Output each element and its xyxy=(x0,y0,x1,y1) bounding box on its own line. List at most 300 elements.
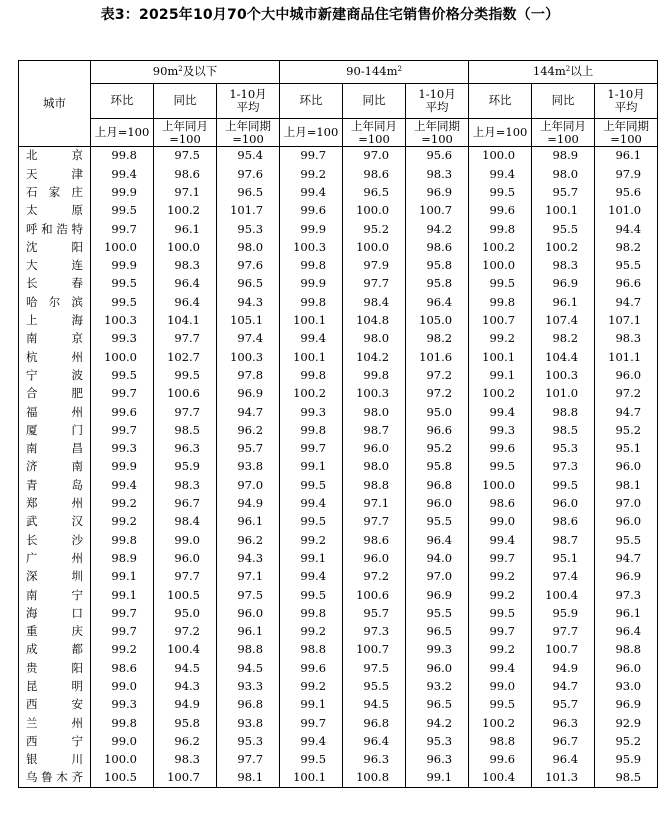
index-value: 94.7 xyxy=(532,678,595,696)
index-value: 95.7 xyxy=(532,184,595,202)
index-value: 100.7 xyxy=(343,641,406,659)
index-value: 98.0 xyxy=(532,165,595,183)
table-row xyxy=(19,714,658,732)
table-row xyxy=(19,385,658,403)
index-value: 99.9 xyxy=(280,220,343,238)
index-value: 99.4 xyxy=(280,184,343,202)
city-name: 乌鲁木齐 xyxy=(19,769,91,788)
table-row xyxy=(19,623,658,641)
city-column-header: 城市 xyxy=(19,61,91,147)
ytd-avg-header: 1-10月 平均 xyxy=(595,84,658,119)
index-value: 100.1 xyxy=(280,312,343,330)
index-value: 95.3 xyxy=(406,733,469,751)
index-value: 98.8 xyxy=(280,641,343,659)
index-value: 97.7 xyxy=(154,403,217,421)
index-value: 99.8 xyxy=(280,293,343,311)
index-value: 99.7 xyxy=(91,421,154,439)
index-value: 100.0 xyxy=(469,476,532,494)
index-value: 100.1 xyxy=(532,202,595,220)
index-value: 96.0 xyxy=(595,458,658,476)
index-value: 96.6 xyxy=(406,421,469,439)
city-name: 天津 xyxy=(19,165,91,183)
index-value: 96.1 xyxy=(217,513,280,531)
table-row xyxy=(19,550,658,568)
index-value: 99.6 xyxy=(469,440,532,458)
table-row xyxy=(19,403,658,421)
yoy-header: 同比 xyxy=(343,84,406,119)
index-value: 97.5 xyxy=(343,659,406,677)
index-value: 99.0 xyxy=(469,678,532,696)
index-value: 100.0 xyxy=(343,238,406,256)
index-value: 97.7 xyxy=(154,568,217,586)
index-value: 95.2 xyxy=(406,440,469,458)
table-row xyxy=(19,421,658,439)
city-name: 西安 xyxy=(19,696,91,714)
city-name: 南京 xyxy=(19,330,91,348)
index-value: 96.9 xyxy=(406,184,469,202)
index-value: 100.7 xyxy=(469,312,532,330)
index-value: 100.3 xyxy=(280,238,343,256)
index-value: 98.3 xyxy=(154,257,217,275)
index-value: 99.5 xyxy=(469,275,532,293)
index-value: 96.9 xyxy=(595,568,658,586)
index-value: 98.6 xyxy=(343,165,406,183)
city-name: 太原 xyxy=(19,202,91,220)
ytd-avg-header: 1-10月 平均 xyxy=(217,84,280,119)
index-value: 96.9 xyxy=(595,696,658,714)
index-value: 96.5 xyxy=(406,623,469,641)
index-value: 98.5 xyxy=(154,421,217,439)
index-value: 98.6 xyxy=(469,495,532,513)
index-value: 99.1 xyxy=(91,586,154,604)
index-value: 100.3 xyxy=(343,385,406,403)
index-value: 98.6 xyxy=(91,659,154,677)
table-row xyxy=(19,604,658,622)
index-value: 98.9 xyxy=(91,550,154,568)
index-value: 98.2 xyxy=(406,330,469,348)
index-value: 99.7 xyxy=(91,220,154,238)
index-value: 96.4 xyxy=(406,293,469,311)
index-value: 97.7 xyxy=(343,513,406,531)
city-name: 广州 xyxy=(19,550,91,568)
index-value: 96.5 xyxy=(217,275,280,293)
index-value: 99.5 xyxy=(91,293,154,311)
base-same-period-last-year: 上年同期 =100 xyxy=(217,119,280,147)
base-last-month: 上月=100 xyxy=(91,119,154,147)
index-value: 98.7 xyxy=(532,531,595,549)
index-value: 98.5 xyxy=(595,769,658,788)
index-value: 98.3 xyxy=(532,257,595,275)
index-value: 97.5 xyxy=(217,586,280,604)
index-value: 99.1 xyxy=(280,696,343,714)
index-value: 99.2 xyxy=(280,165,343,183)
index-value: 96.9 xyxy=(217,385,280,403)
index-value: 95.5 xyxy=(406,604,469,622)
index-value: 97.1 xyxy=(217,568,280,586)
table-row xyxy=(19,440,658,458)
index-value: 99.7 xyxy=(280,147,343,166)
index-value: 98.3 xyxy=(406,165,469,183)
index-value: 96.3 xyxy=(406,751,469,769)
index-value: 96.8 xyxy=(217,696,280,714)
index-value: 99.1 xyxy=(280,550,343,568)
index-value: 95.5 xyxy=(595,531,658,549)
index-value: 99.4 xyxy=(280,495,343,513)
index-value: 96.7 xyxy=(154,495,217,513)
index-value: 99.1 xyxy=(469,367,532,385)
index-value: 100.7 xyxy=(154,769,217,788)
table-row xyxy=(19,495,658,513)
index-value: 99.2 xyxy=(469,641,532,659)
index-value: 95.6 xyxy=(595,184,658,202)
index-value: 99.1 xyxy=(406,769,469,788)
base-same-month-last-year: 上年同月 =100 xyxy=(532,119,595,147)
index-value: 94.5 xyxy=(217,659,280,677)
index-value: 99.8 xyxy=(469,293,532,311)
index-value: 99.0 xyxy=(91,678,154,696)
mom-header: 环比 xyxy=(280,84,343,119)
index-value: 96.9 xyxy=(406,586,469,604)
city-name: 银川 xyxy=(19,751,91,769)
index-value: 100.0 xyxy=(343,202,406,220)
index-value: 99.2 xyxy=(280,623,343,641)
index-value: 96.8 xyxy=(343,714,406,732)
index-value: 96.2 xyxy=(154,733,217,751)
index-value: 99.4 xyxy=(469,531,532,549)
index-value: 99.8 xyxy=(280,257,343,275)
index-value: 99.4 xyxy=(280,568,343,586)
index-value: 97.0 xyxy=(595,495,658,513)
index-value: 97.4 xyxy=(532,568,595,586)
index-value: 100.7 xyxy=(532,641,595,659)
index-value: 107.4 xyxy=(532,312,595,330)
index-value: 97.9 xyxy=(343,257,406,275)
table-title: 表3：2025年10月70个大中城市新建商品住宅销售价格分类指数（一） xyxy=(100,7,560,23)
index-value: 99.6 xyxy=(280,659,343,677)
index-value: 96.8 xyxy=(406,476,469,494)
index-value: 99.7 xyxy=(469,550,532,568)
index-value: 99.3 xyxy=(469,421,532,439)
index-value: 99.4 xyxy=(469,659,532,677)
index-value: 94.7 xyxy=(217,403,280,421)
index-value: 96.5 xyxy=(406,696,469,714)
index-value: 95.5 xyxy=(595,257,658,275)
index-value: 98.1 xyxy=(217,769,280,788)
table-row xyxy=(19,165,658,183)
index-value: 96.3 xyxy=(154,440,217,458)
index-value: 94.3 xyxy=(217,293,280,311)
index-value: 95.7 xyxy=(532,696,595,714)
index-value: 100.3 xyxy=(217,348,280,366)
table-row xyxy=(19,275,658,293)
index-value: 99.7 xyxy=(91,385,154,403)
index-value: 98.2 xyxy=(532,330,595,348)
index-value: 99.5 xyxy=(469,458,532,476)
index-value: 97.8 xyxy=(217,367,280,385)
index-value: 100.1 xyxy=(469,348,532,366)
index-value: 98.7 xyxy=(343,421,406,439)
index-value: 100.6 xyxy=(154,385,217,403)
index-value: 95.9 xyxy=(154,458,217,476)
index-value: 96.3 xyxy=(532,714,595,732)
index-value: 96.2 xyxy=(217,531,280,549)
city-name: 深圳 xyxy=(19,568,91,586)
index-value: 99.8 xyxy=(280,604,343,622)
index-value: 98.6 xyxy=(406,238,469,256)
base-same-month-last-year: 上年同月 =100 xyxy=(154,119,217,147)
index-value: 96.4 xyxy=(154,275,217,293)
index-value: 97.4 xyxy=(217,330,280,348)
index-value: 98.8 xyxy=(343,476,406,494)
index-value: 97.6 xyxy=(217,257,280,275)
index-value: 100.6 xyxy=(343,586,406,604)
index-value: 100.2 xyxy=(469,238,532,256)
index-value: 99.5 xyxy=(91,275,154,293)
table-row xyxy=(19,220,658,238)
index-value: 96.3 xyxy=(343,751,406,769)
index-value: 99.8 xyxy=(280,421,343,439)
city-name: 武汉 xyxy=(19,513,91,531)
index-value: 105.0 xyxy=(406,312,469,330)
city-name: 郑州 xyxy=(19,495,91,513)
index-value: 93.8 xyxy=(217,714,280,732)
city-name: 昆明 xyxy=(19,678,91,696)
city-name: 福州 xyxy=(19,403,91,421)
index-value: 99.5 xyxy=(469,696,532,714)
index-value: 98.0 xyxy=(343,403,406,421)
index-value: 96.1 xyxy=(532,293,595,311)
city-name: 石家庄 xyxy=(19,184,91,202)
index-value: 102.7 xyxy=(154,348,217,366)
table-row xyxy=(19,513,658,531)
index-value: 95.2 xyxy=(595,421,658,439)
table-row xyxy=(19,202,658,220)
index-value: 96.0 xyxy=(217,604,280,622)
index-value: 94.2 xyxy=(406,220,469,238)
index-value: 105.1 xyxy=(217,312,280,330)
table-row xyxy=(19,348,658,366)
index-value: 95.2 xyxy=(595,733,658,751)
index-value: 99.9 xyxy=(91,458,154,476)
index-value: 99.8 xyxy=(91,531,154,549)
mom-header: 环比 xyxy=(91,84,154,119)
index-value: 98.8 xyxy=(595,641,658,659)
table-row xyxy=(19,769,658,788)
index-value: 98.3 xyxy=(154,751,217,769)
index-value: 100.1 xyxy=(280,348,343,366)
index-value: 92.9 xyxy=(595,714,658,732)
yoy-header: 同比 xyxy=(532,84,595,119)
index-value: 100.0 xyxy=(91,238,154,256)
index-value: 95.9 xyxy=(532,604,595,622)
index-value: 95.0 xyxy=(154,604,217,622)
index-value: 100.8 xyxy=(343,769,406,788)
index-value: 96.4 xyxy=(595,623,658,641)
index-value: 97.2 xyxy=(343,568,406,586)
index-value: 100.2 xyxy=(154,202,217,220)
index-value: 96.0 xyxy=(532,495,595,513)
base-last-month: 上月=100 xyxy=(469,119,532,147)
base-same-period-last-year: 上年同期 =100 xyxy=(595,119,658,147)
index-value: 95.9 xyxy=(595,751,658,769)
index-value: 98.1 xyxy=(595,476,658,494)
index-value: 98.3 xyxy=(595,330,658,348)
yoy-header: 同比 xyxy=(154,84,217,119)
index-value: 93.3 xyxy=(217,678,280,696)
index-value: 97.9 xyxy=(595,165,658,183)
index-value: 99.0 xyxy=(91,733,154,751)
index-value: 99.7 xyxy=(280,714,343,732)
index-value: 96.0 xyxy=(406,659,469,677)
index-value: 98.4 xyxy=(154,513,217,531)
index-value: 94.9 xyxy=(217,495,280,513)
city-name: 西宁 xyxy=(19,733,91,751)
index-value: 99.2 xyxy=(469,330,532,348)
index-value: 96.1 xyxy=(595,604,658,622)
index-value: 99.5 xyxy=(280,476,343,494)
index-value: 99.8 xyxy=(280,367,343,385)
index-value: 96.1 xyxy=(217,623,280,641)
index-value: 96.0 xyxy=(154,550,217,568)
index-value: 96.0 xyxy=(343,550,406,568)
index-value: 99.9 xyxy=(91,257,154,275)
index-value: 95.6 xyxy=(406,147,469,166)
table-row xyxy=(19,586,658,604)
index-value: 99.6 xyxy=(280,202,343,220)
index-value: 97.3 xyxy=(532,458,595,476)
index-value: 99.3 xyxy=(280,403,343,421)
index-value: 99.5 xyxy=(154,367,217,385)
city-name: 宁波 xyxy=(19,367,91,385)
index-value: 96.4 xyxy=(406,531,469,549)
city-name: 厦门 xyxy=(19,421,91,439)
table-row xyxy=(19,641,658,659)
index-value: 100.4 xyxy=(469,769,532,788)
table-row xyxy=(19,238,658,256)
group-header-90-below: $90m^2$及以下 xyxy=(91,61,280,84)
city-name: 青岛 xyxy=(19,476,91,494)
index-value: 94.7 xyxy=(595,550,658,568)
index-value: 94.7 xyxy=(595,403,658,421)
city-name: 大连 xyxy=(19,257,91,275)
index-value: 98.5 xyxy=(532,421,595,439)
index-value: 95.2 xyxy=(343,220,406,238)
index-value: 97.0 xyxy=(217,476,280,494)
index-value: 107.1 xyxy=(595,312,658,330)
index-value: 95.1 xyxy=(532,550,595,568)
index-value: 97.2 xyxy=(406,367,469,385)
index-value: 96.1 xyxy=(595,147,658,166)
index-value: 98.2 xyxy=(595,238,658,256)
city-name: 兰州 xyxy=(19,714,91,732)
index-value: 95.8 xyxy=(406,257,469,275)
index-value: 99.6 xyxy=(469,202,532,220)
index-value: 98.0 xyxy=(343,458,406,476)
index-value: 94.9 xyxy=(532,659,595,677)
city-name: 哈尔滨 xyxy=(19,293,91,311)
city-name: 成都 xyxy=(19,641,91,659)
index-value: 101.6 xyxy=(406,348,469,366)
index-value: 99.5 xyxy=(469,604,532,622)
index-value: 99.9 xyxy=(91,184,154,202)
index-value: 97.0 xyxy=(343,147,406,166)
index-value: 98.0 xyxy=(217,238,280,256)
city-name: 北京 xyxy=(19,147,91,166)
index-value: 100.4 xyxy=(532,586,595,604)
index-value: 94.9 xyxy=(154,696,217,714)
table-body xyxy=(19,147,658,788)
index-value: 99.8 xyxy=(469,220,532,238)
index-value: 99.5 xyxy=(91,367,154,385)
index-value: 99.1 xyxy=(280,458,343,476)
city-name: 合肥 xyxy=(19,385,91,403)
index-value: 99.4 xyxy=(280,330,343,348)
index-value: 99.4 xyxy=(469,403,532,421)
price-index-table xyxy=(18,60,658,788)
table-row xyxy=(19,659,658,677)
index-value: 99.1 xyxy=(91,568,154,586)
index-value: 95.1 xyxy=(595,440,658,458)
index-value: 100.4 xyxy=(154,641,217,659)
table-row xyxy=(19,184,658,202)
index-value: 100.0 xyxy=(469,147,532,166)
table-row xyxy=(19,147,658,166)
index-value: 96.4 xyxy=(343,733,406,751)
city-name: 南宁 xyxy=(19,586,91,604)
index-value: 95.0 xyxy=(406,403,469,421)
index-value: 97.3 xyxy=(595,586,658,604)
city-name: 沈阳 xyxy=(19,238,91,256)
index-value: 95.3 xyxy=(217,733,280,751)
index-value: 99.2 xyxy=(280,678,343,696)
index-value: 99.3 xyxy=(91,440,154,458)
table-row xyxy=(19,458,658,476)
index-value: 98.8 xyxy=(532,403,595,421)
index-value: 98.8 xyxy=(469,733,532,751)
index-value: 100.3 xyxy=(532,367,595,385)
table-row xyxy=(19,696,658,714)
index-value: 95.3 xyxy=(532,440,595,458)
table-row xyxy=(19,476,658,494)
index-value: 100.0 xyxy=(154,238,217,256)
index-value: 99.8 xyxy=(343,367,406,385)
index-value: 95.7 xyxy=(343,604,406,622)
index-value: 94.2 xyxy=(406,714,469,732)
index-value: 94.5 xyxy=(343,696,406,714)
index-value: 99.5 xyxy=(91,202,154,220)
index-value: 95.3 xyxy=(217,220,280,238)
index-value: 95.8 xyxy=(154,714,217,732)
index-value: 98.6 xyxy=(154,165,217,183)
index-value: 97.1 xyxy=(154,184,217,202)
index-value: 95.7 xyxy=(217,440,280,458)
city-name: 海口 xyxy=(19,604,91,622)
index-value: 95.5 xyxy=(532,220,595,238)
index-value: 101.0 xyxy=(532,385,595,403)
index-value: 95.5 xyxy=(343,678,406,696)
table-row xyxy=(19,678,658,696)
index-value: 97.7 xyxy=(154,330,217,348)
index-value: 99.8 xyxy=(91,147,154,166)
index-value: 94.0 xyxy=(406,550,469,568)
index-value: 98.6 xyxy=(343,531,406,549)
index-value: 94.4 xyxy=(595,220,658,238)
index-value: 99.9 xyxy=(280,275,343,293)
index-value: 99.7 xyxy=(91,623,154,641)
index-value: 96.2 xyxy=(217,421,280,439)
ytd-avg-header: 1-10月 平均 xyxy=(406,84,469,119)
index-value: 100.5 xyxy=(91,769,154,788)
